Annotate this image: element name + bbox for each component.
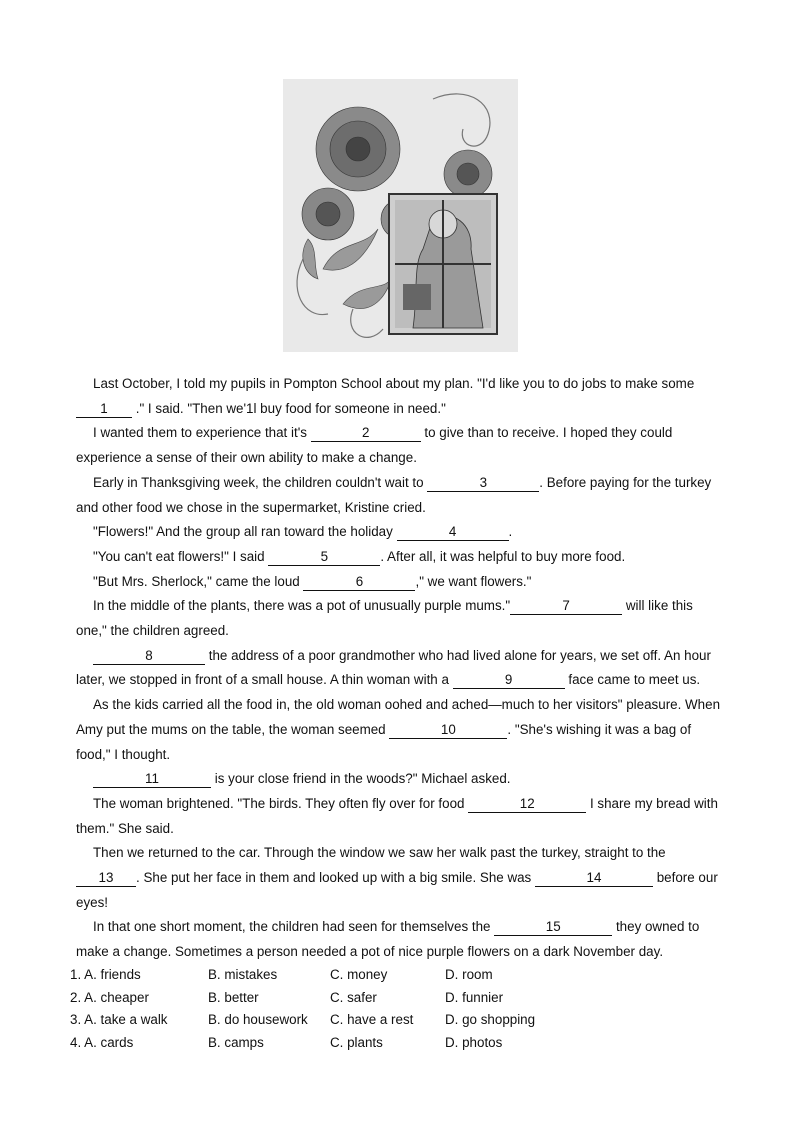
paragraph-5: "You can't eat flowers!" I said 5 . After all, it was helpful to buy more food. xyxy=(93,548,626,564)
paragraph-6: "But Mrs. Sherlock," came the loud 6 ," we want flowers." xyxy=(93,573,532,589)
option-1b[interactable]: B. mistakes xyxy=(208,967,278,982)
option-3a[interactable]: 3. A. take a walk xyxy=(70,1012,168,1028)
blank-4[interactable]: 4 xyxy=(397,523,509,541)
blank-1[interactable]: 1 xyxy=(76,400,132,418)
passage xyxy=(76,372,726,965)
paragraph-4: "Flowers!" And the group all ran toward the holiday 4 . xyxy=(93,524,513,540)
option-4a[interactable]: 4. A. cards xyxy=(70,1034,134,1050)
blank-5[interactable]: 5 xyxy=(268,548,380,566)
paragraph-7: In the middle of the plants, there was a pot of unusually purple mums." 7 will like this one," the children agreed. xyxy=(76,598,693,639)
blank-2[interactable]: 2 xyxy=(311,424,421,442)
paragraph-3: Early in Thanksgiving week, the children couldn't wait to 3 . Before paying for the turkey and other food we chose in the supermarket, Kristine cried. xyxy=(76,474,712,515)
blank-8[interactable]: 8 xyxy=(93,647,205,665)
paragraph-8: 8 the address of a poor grandmother who had lived alone for years, we set off. An hour later, we stopped in front of a small house. A thin woman with a 9 face came to meet us. xyxy=(76,647,711,688)
option-1a[interactable]: 1. A. friends xyxy=(70,967,141,982)
blank-14[interactable]: 14 xyxy=(535,869,653,887)
option-1d[interactable]: D. room xyxy=(445,967,493,982)
blank-13[interactable]: 13 xyxy=(76,869,136,887)
options-row-3 xyxy=(70,1009,565,1032)
blank-12[interactable]: 12 xyxy=(468,795,586,813)
option-3b[interactable]: B. do housework xyxy=(208,1012,308,1028)
option-2c[interactable]: C. safer xyxy=(330,989,377,1005)
option-1c[interactable]: C. money xyxy=(330,967,388,982)
option-2b[interactable]: B. better xyxy=(208,989,259,1005)
option-4d[interactable]: D. photos xyxy=(445,1034,503,1050)
option-4c[interactable]: C. plants xyxy=(330,1034,383,1050)
paragraph-12: Then we returned to the car. Through the window we saw her walk past the turkey, straight to the 13 . She put her face in them and looked up with a big smile. She was 14 before our eyes! xyxy=(76,845,718,910)
option-4b[interactable]: B. camps xyxy=(208,1034,264,1050)
flowers-window-illustration xyxy=(283,79,518,352)
blank-10[interactable]: 10 xyxy=(389,721,507,739)
paragraph-10: 11 is your close friend in the woods?" Michael asked. xyxy=(76,767,726,792)
option-3c[interactable]: C. have a rest xyxy=(330,1012,414,1028)
options-row-2 xyxy=(70,987,565,1010)
paragraph-9: As the kids carried all the food in, the old woman oohed and ached—much to her visitors" pleasure. When Amy put the mums on the table, the woman seemed 10 . "She's wishing it was a bag of food," I thought. xyxy=(76,697,721,762)
option-3d[interactable]: D. go shopping xyxy=(445,1012,536,1028)
blank-7[interactable]: 7 xyxy=(510,597,622,615)
option-2a[interactable]: 2. A. cheaper xyxy=(70,989,149,1005)
paragraph-13: In that one short moment, the children had seen for themselves the 15 they owned to make a change. Sometimes a person needed a pot of nice purple flowers on a dark November day. xyxy=(76,919,700,960)
option-2d[interactable]: D. funnier xyxy=(445,989,504,1005)
blank-6[interactable]: 6 xyxy=(303,573,415,591)
blank-9[interactable]: 9 xyxy=(453,671,565,689)
options-row-4 xyxy=(70,1032,565,1055)
options-row-1 xyxy=(70,964,565,987)
blank-15[interactable]: 15 xyxy=(494,918,612,936)
paragraph-11: The woman brightened. "The birds. They often fly over for food 12 I share my bread with them." She said. xyxy=(76,795,718,836)
paragraph-2: I wanted them to experience that it's 2 to give than to receive. I hoped they could experience a sense of their own ability to make a change. xyxy=(76,425,673,466)
blank-3[interactable]: 3 xyxy=(427,474,539,492)
blank-11[interactable]: 11 xyxy=(93,770,211,788)
paragraph-1: Last October, I told my pupils in Pompton School about my plan. "I'd like you to do jobs to make some 1 ." I said. "Then we'1l buy food for someone in need." xyxy=(76,372,726,421)
answer-options xyxy=(70,964,565,1054)
